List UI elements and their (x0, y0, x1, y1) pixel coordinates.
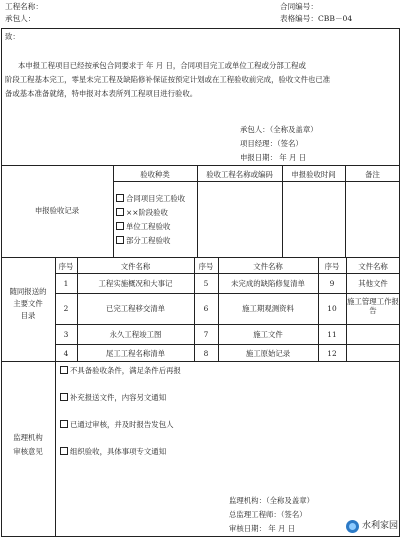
supervision-option-organize-acceptance[interactable]: 组织验收，具体事项专文通知 (60, 447, 166, 456)
request-line-2: 阶段工程基本完工，零星未完工程及缺陷修补保证按预定计划或在工程验收前完成，验收文件也已准 (5, 75, 331, 84)
documents-title-line-2: 主要文件 (13, 299, 43, 308)
document-name: 施工期观测资料 (242, 304, 294, 313)
request-line-1: 本申报工程项目已经按承包合同要求于 年 月 日，合同项目完工或单位工程或分部工程或 (18, 61, 306, 70)
document-number: 6 (203, 304, 209, 313)
document-number: 8 (203, 349, 209, 358)
document-name: 工程实施概况和大事记 (98, 279, 173, 288)
document-name: 施工文件 (253, 330, 283, 339)
supervision-org-signature-label: 监理机构：（全称及盖章） (229, 496, 314, 505)
document-name: 施工原始记录 (245, 349, 291, 358)
watermark: 水利家园 (346, 520, 398, 533)
document-number: 3 (63, 330, 69, 339)
document-name: 尾工工程名称清单 (105, 349, 166, 358)
document-number: 4 (63, 349, 69, 358)
document-number: 7 (203, 330, 209, 339)
documents-title-line-1: 随同报送的 (9, 287, 47, 296)
documents-title-line-3: 目录 (20, 311, 36, 320)
supervision-title-line-1: 监理机构 (13, 433, 43, 442)
document-number: 1 (63, 279, 69, 288)
document-number: 2 (63, 304, 69, 313)
documents-header-number-1: 序号 (58, 262, 74, 271)
documents-header-name-2: 文件名称 (253, 262, 283, 271)
checkbox-icon[interactable] (116, 194, 124, 202)
checkbox-icon[interactable] (60, 366, 68, 374)
document-number: 10 (327, 304, 337, 313)
project-name-label: 工程名称： (5, 2, 43, 11)
checkbox-icon[interactable] (116, 236, 124, 244)
checkbox-icon[interactable] (60, 420, 68, 428)
checkbox-icon[interactable] (60, 447, 68, 455)
acceptance-option-partial-project[interactable]: 部分工程验收 (116, 236, 170, 245)
chief-engineer-signature-label: 总监理工程师：（签名） (229, 510, 307, 519)
supervision-title-line-2: 审核意见 (13, 447, 43, 456)
documents-header-name-1: 文件名称 (120, 262, 151, 271)
acceptance-time-header: 申报验收时间 (291, 170, 336, 179)
supervision-option-submit-more[interactable]: 补充报送文件，内容另文通知 (60, 393, 166, 402)
checkbox-icon[interactable] (60, 393, 68, 401)
form-number-label: 表格编号：CBB－04 (280, 14, 353, 23)
checkbox-icon[interactable] (116, 222, 124, 230)
document-number: 9 (329, 279, 335, 288)
remarks-header: 备注 (365, 170, 380, 179)
documents-header-number-3: 序号 (324, 262, 340, 271)
contract-number-label: 合同编号： (280, 2, 318, 11)
acceptance-project-header: 验收工程名称或编码 (206, 170, 273, 179)
document-number: 12 (327, 349, 337, 358)
contractor-signature-label: 承包人：（全称及盖章） (240, 125, 318, 134)
acceptance-option-unit-project[interactable]: 单位工程验收 (116, 222, 170, 231)
document-name: 已完工程移交清单 (105, 304, 166, 313)
document-name: 未完成的缺陷修复清单 (231, 279, 305, 288)
project-manager-signature-label: 项目经理：（签名） (240, 139, 303, 148)
document-name: 永久工程竣工图 (109, 330, 162, 339)
checkbox-icon[interactable] (116, 208, 124, 216)
acceptance-record-title: 申报验收记录 (34, 206, 80, 215)
acceptance-option-stage[interactable]: ××阶段验收 (116, 208, 168, 217)
documents-header-number-2: 序号 (198, 262, 214, 271)
supervision-option-approved[interactable]: 已通过审核，并及时报告发包人 (60, 420, 173, 429)
supervision-option-not-ready[interactable]: 不具备验收条件，满足条件后再报 (60, 366, 181, 375)
salutation: 致： (5, 32, 20, 41)
report-date-label: 申报日期： 年 月 日 (240, 153, 307, 162)
contractor-label: 承包人： (5, 14, 36, 23)
request-line-3: 备或基本准备就绪，特申报对本表所列工程项目进行验收。 (5, 89, 198, 98)
water-drop-logo-icon (346, 520, 359, 533)
documents-header-name-3: 文件名称 (358, 262, 388, 271)
document-number: 5 (203, 279, 209, 288)
document-name: 施工管理工作报告 (347, 297, 399, 316)
review-date-label: 审核日期： 年 月 日 (229, 524, 296, 533)
document-name: 其他文件 (358, 279, 388, 288)
acceptance-option-contract-completion[interactable]: 合同项目完工验收 (116, 194, 185, 203)
document-number: 11 (327, 330, 337, 339)
acceptance-type-header: 验收种类 (140, 170, 170, 179)
